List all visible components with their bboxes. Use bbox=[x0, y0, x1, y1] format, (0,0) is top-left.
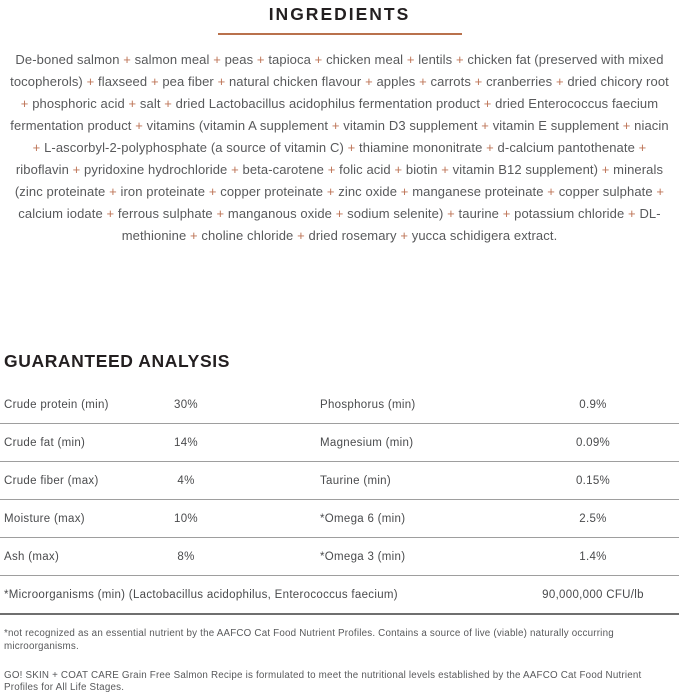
nutrient-value: 0.09% bbox=[575, 436, 611, 449]
nutrient-value: 10% bbox=[174, 512, 198, 525]
table-row bbox=[0, 500, 679, 538]
nutrient-label: Crude fiber (max) bbox=[4, 474, 99, 487]
guaranteed-analysis-table bbox=[0, 386, 679, 615]
nutrient-value: 8% bbox=[177, 550, 195, 563]
nutrient-label: *Microorganisms (min) (Lactobacillus acidophilus, Enterococcus faecium) bbox=[4, 588, 398, 601]
ingredients-section-title: INGREDIENTS bbox=[268, 4, 411, 24]
footnote-formulation-statement: GO! SKIN + COAT CARE Grain Free Salmon Recipe is formulated to meet the nutritional levels established by the AAFCO Cat Food Nutrient Profiles for All Life Stages. bbox=[4, 670, 642, 693]
nutrient-value: 0.15% bbox=[575, 474, 611, 487]
nutrient-label: Crude fat (min) bbox=[4, 436, 86, 449]
nutrient-value: 30% bbox=[174, 398, 198, 411]
footnote-aafco-asterisk: *not recognized as an essential nutrient by the AAFCO Cat Food Nutrient Profiles. Contains a source of live (viable) naturally occurring microorganisms. bbox=[4, 628, 614, 652]
table-row bbox=[0, 462, 679, 500]
nutrient-label: Moisture (max) bbox=[4, 512, 85, 525]
nutrient-label: Crude protein (min) bbox=[4, 398, 109, 411]
table-row-microorganisms bbox=[0, 576, 679, 615]
table-row bbox=[0, 538, 679, 576]
nutrient-value: 14% bbox=[174, 436, 198, 449]
table-row bbox=[0, 386, 679, 424]
nutrient-value: 4% bbox=[177, 474, 195, 487]
nutrient-label: Taurine (min) bbox=[320, 474, 392, 487]
title-underline-rule bbox=[218, 33, 462, 35]
nutrient-label: *Omega 3 (min) bbox=[320, 550, 406, 563]
nutrient-label: Phosphorus (min) bbox=[320, 398, 416, 411]
nutrient-value: 0.9% bbox=[579, 398, 607, 411]
nutrient-value: 2.5% bbox=[579, 512, 607, 525]
ingredients-paragraph: De-boned salmon + salmon meal + peas + tapioca + chicken meal + lentils + chicken fat (preserved with mixed tocopherols) + flaxseed + pea fiber + natural chicken flavour + apples + carrots + cranberries + dried chicory root + phosphoric acid + salt + dried Lactobacillus acidophilus fermentation product + dried Enterococcus faecium fermentation product + vitamins (vitamin A supplement + vitamin D3 supplement + vitamin E supplement + niacin + L-ascorbyl-2-polyphosphate (a source of vitamin C) + thiamine mononitrate + d-calcium pantothenate + riboflavin + pyridoxine hydrochloride + beta-carotene + folic acid + biotin + vitamin B12 supplement) + minerals (zinc proteinate + iron proteinate + copper proteinate + zinc oxide + manganese proteinate + copper sulphate + calcium iodate + ferrous sulphate + manganous oxide + sodium selenite) + taurine + potassium chloride + DL-methionine + choline chloride + dried rosemary + yucca schidigera extract. bbox=[10, 52, 669, 243]
nutrient-value: 1.4% bbox=[579, 550, 607, 563]
table-row bbox=[0, 424, 679, 462]
nutrient-value: 90,000,000 CFU/lb bbox=[542, 588, 644, 601]
nutrient-label: Ash (max) bbox=[4, 550, 60, 563]
nutrient-label: *Omega 6 (min) bbox=[320, 512, 406, 525]
guaranteed-analysis-title: GUARANTEED ANALYSIS bbox=[4, 351, 230, 371]
nutrient-label: Magnesium (min) bbox=[320, 436, 414, 449]
